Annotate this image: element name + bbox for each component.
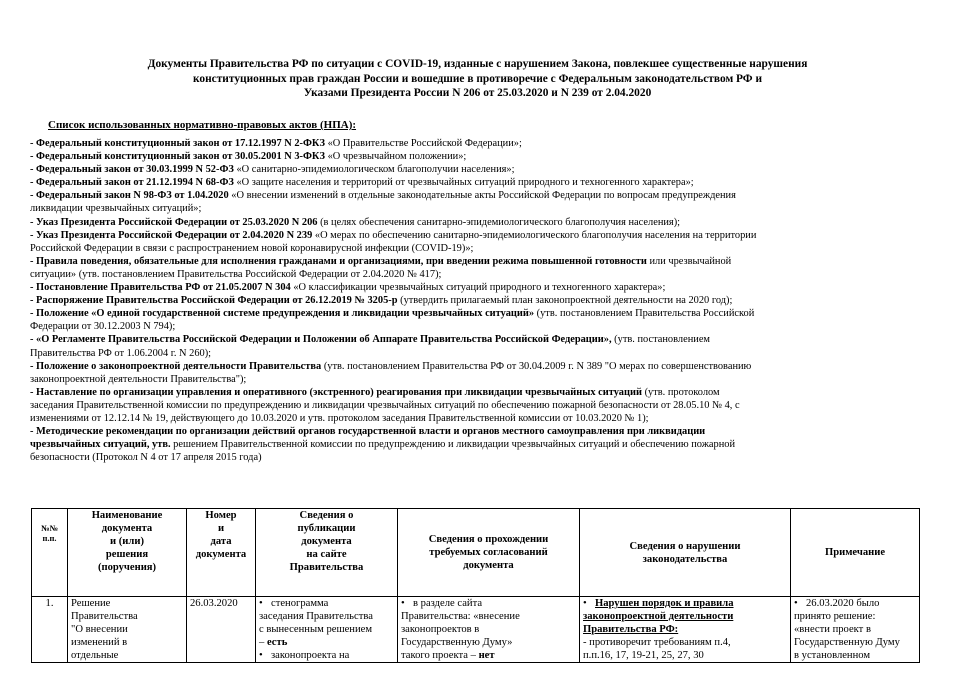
act-title: - Федеральный конституционный закон от 17.12.1997 N 2-ФКЗ: [30, 138, 328, 149]
cell-line: [401, 636, 576, 649]
act-text: решением Правительственной комиссии по предупреждению и ликвидации чрезвычайных ситуаций и обеспечению пожарной: [173, 439, 736, 451]
act-text: «О Правительстве Российской Федерации»;: [327, 138, 522, 149]
column-header-line: Сведения о: [299, 510, 354, 521]
act-text: «О чрезвычайном положении»;: [327, 151, 467, 163]
act-line: [30, 229, 900, 242]
column-header-line: дата: [210, 536, 232, 547]
act-line: [30, 189, 900, 202]
act-line: [30, 425, 900, 438]
column-header-line: Наименование: [91, 510, 163, 521]
cell-text: с вынесенным решением: [259, 624, 373, 635]
act-title: - Методические рекомендации по организации действий органов государственной власти и органов местного самоуправления при ликвидации: [30, 426, 706, 438]
act-line: [30, 451, 900, 464]
publication-cell: [256, 597, 398, 663]
documents-table: [31, 508, 920, 663]
act-line: [30, 386, 900, 399]
act-line: [30, 137, 900, 150]
column-header-line: законодательства: [642, 553, 728, 565]
cell-line: [583, 636, 787, 649]
column-header-line: и (или): [110, 536, 144, 547]
bullet-icon: •: [794, 598, 798, 609]
column-header-line: публикации: [297, 523, 356, 534]
act-line: [30, 373, 900, 386]
column-header-line: требуемых согласований: [429, 547, 548, 558]
act-title: - Федеральный конституционный закон от 30.05.2001 N 3-ФКЗ: [30, 151, 328, 163]
cell-text: принято решение:: [794, 611, 876, 622]
column-header: [187, 509, 256, 597]
cell-line: [583, 623, 787, 636]
cell-line: [259, 610, 394, 623]
act-title: - Указ Президента Российской Федерации от 25.03.2020 N 206: [30, 216, 321, 228]
violation-cell: [580, 597, 791, 663]
violation-heading: законопроектной деятельности: [583, 611, 734, 622]
act-text: (утв. постановлением Правительства РФ от 30.04.2009 г. N 389 "О мерах по совершенствованию: [323, 360, 752, 372]
cell-line: [401, 623, 576, 636]
act-title: чрезвычайных ситуаций, утв.: [30, 439, 174, 451]
act-title: - Постановление Правительства РФ от 21.05.2007 N 304: [30, 282, 294, 294]
act-text: (в целях обеспечения санитарно-эпидемиологического благополучия населения);: [320, 216, 681, 228]
column-header-line: на сайте: [306, 549, 347, 560]
column-header: [398, 509, 580, 597]
act-line: [30, 399, 900, 412]
act-text: «О санитарно-эпидемиологическом благополучии населения»;: [236, 164, 515, 176]
act-line: [30, 347, 900, 360]
act-text: (утв. постановлением: [614, 334, 711, 346]
cell-line: [794, 649, 916, 662]
title-line: Указами Президента России N 206 от 25.03.2020 и N 239 от 2.04.2020: [303, 87, 652, 99]
act-title: - Федеральный закон от 21.12.1994 N 68-ФЗ: [30, 177, 237, 189]
act-line: [30, 268, 900, 281]
act-line: [30, 438, 900, 451]
act-text: или чрезвычайной: [649, 255, 732, 267]
act-title: - Федеральный закон N 98-ФЗ от 1.04.2020: [30, 190, 232, 202]
act-title: - Положение о законопроектной деятельности Правительства: [30, 360, 324, 372]
cell-line: [259, 623, 394, 636]
act-line: [30, 150, 900, 163]
act-line: [30, 255, 900, 268]
column-header: [256, 509, 398, 597]
act-text: (утв. постановлением Правительства Российской: [536, 308, 755, 320]
column-header-line: документа: [101, 523, 153, 534]
column-header-line: документа: [301, 536, 352, 547]
act-text: ситуации» (утв. постановлением Правительства Российской Федерации от 2.04.2020 № 417);: [30, 268, 442, 280]
act-line: [30, 176, 900, 189]
cell-text: –: [259, 637, 267, 648]
doc-name-line: отдельные: [71, 650, 119, 661]
cell-line: [401, 649, 576, 662]
cell-line: [794, 610, 916, 623]
act-text: Российской Федерации в связи с распространением новой коронавирусной инфекции (COVID-19)»;: [30, 242, 474, 254]
column-header-line: Правительства: [289, 562, 364, 573]
document-title: [60, 57, 895, 101]
act-title: - Положение «О единой государственной системе предупреждения и ликвидации чрезвычайных ситуаций»: [30, 308, 537, 320]
acts-list-heading: Список использованных нормативно-правовых актов (НПА):: [48, 119, 357, 131]
act-text: Правительства РФ от 1.06.2004 г. N 260);: [30, 347, 212, 359]
act-line: [30, 333, 900, 346]
cell-text: «внести проект в: [794, 624, 871, 635]
title-line: конституционных прав граждан России и вошедшие в противоречие с Федеральным законодательством РФ и: [192, 72, 763, 85]
column-header: [791, 509, 920, 597]
table-row: [32, 597, 920, 663]
column-header: [32, 509, 68, 597]
act-line: [30, 412, 900, 425]
bullet-icon: •: [583, 598, 587, 609]
act-title: - Указ Президента Российской Федерации от 2.04.2020 N 239: [30, 229, 315, 241]
act-text: безопасности (Протокол N 4 от 17 апреля 2015 года): [30, 452, 262, 464]
bullet-icon: •: [259, 650, 263, 661]
column-header-line: решения: [105, 549, 149, 560]
doc-date-cell: 26.03.2020: [187, 597, 256, 663]
cell-line: [401, 597, 576, 610]
act-text: ликвидации чрезвычайных ситуаций»;: [30, 203, 202, 215]
cell-line: [583, 610, 787, 623]
cell-line: [583, 597, 787, 610]
doc-name-line: изменений в: [71, 637, 128, 648]
cell-line: [794, 623, 916, 636]
act-text: заседания Правительственной комиссии по предупреждению и ликвидации чрезвычайных ситуаций по обеспечению пожарной безопасности от 28.05.10 № 4, с: [30, 399, 740, 411]
violation-heading: Нарушен порядок и правила: [595, 598, 734, 609]
column-header-line: и: [217, 523, 225, 534]
cell-line: [259, 636, 394, 649]
cell-text: Государственную Думу: [794, 637, 900, 648]
act-title: - «О Регламенте Правительства Российской Федерации и Положении об Аппарате Правительства Российской Федерации»,: [30, 334, 615, 346]
cell-text: стенограмма: [271, 598, 329, 609]
act-line: [30, 320, 900, 333]
column-header-line: №№: [40, 523, 59, 533]
cell-text: законопроекта на: [271, 650, 350, 661]
doc-name-line: "О внесении: [71, 624, 128, 635]
act-text: (утвердить прилагаемый план законопроектной деятельности на 2020 год);: [400, 295, 733, 307]
cell-text: п.п.16, 17, 19-21, 25, 27, 30: [583, 650, 704, 661]
acts-list: [30, 137, 900, 464]
act-title: - Распоряжение Правительства Российской Федерации от 26.12.2019 № 3205-р: [30, 295, 401, 307]
violation-heading: Правительства РФ:: [583, 624, 679, 635]
doc-name-cell: [68, 597, 187, 663]
cell-line: [794, 597, 916, 610]
table-header-row: [32, 509, 920, 597]
act-text: законопроектной деятельности Правительства");: [30, 373, 247, 385]
act-title: - Наставление по организации управления и оперативного (экстренного) реагирования при ликвидации чрезвычайных ситуаций: [30, 386, 645, 398]
cell-text: Государственную Думу»: [401, 637, 513, 648]
cell-text: в установленном: [794, 650, 871, 661]
note-cell: [791, 597, 920, 663]
doc-name-line: Решение: [71, 598, 111, 609]
act-title: - Правила поведения, обязательные для исполнения гражданами и организациями, при введении режима повышенной готовности: [30, 255, 650, 267]
act-text: (утв. протоколом: [644, 386, 720, 398]
column-header-line: документа: [463, 560, 514, 571]
act-text: Федерации от 30.12.2003 N 794);: [30, 321, 176, 333]
title-line: Документы Правительства РФ по ситуации с COVID-19, изданные с нарушением Закона, повлекшее существенные нарушения: [147, 58, 808, 70]
act-line: [30, 202, 900, 215]
column-header-line: Сведения о нарушении: [629, 540, 741, 552]
cell-text: 26.03.2020 было: [806, 598, 880, 609]
act-line: [30, 242, 900, 255]
cell-text: законопроектов в: [401, 624, 480, 635]
column-header: [68, 509, 187, 597]
act-line: [30, 294, 900, 307]
act-text: «О защите населения и территорий от чрезвычайных ситуаций природного и техногенного характера»;: [236, 177, 694, 189]
act-line: [30, 281, 900, 294]
bullet-icon: •: [259, 598, 263, 609]
column-header-line: Номер: [205, 510, 237, 521]
cell-line: [259, 649, 394, 662]
act-title: - Федеральный закон от 30.03.1999 N 52-ФЗ: [30, 164, 237, 176]
cell-line: [259, 597, 394, 610]
act-text: «О мерах по обеспечению санитарно-эпидемиологического благополучия населения на территории: [314, 229, 757, 241]
column-header: [580, 509, 791, 597]
cell-text: - противоречит требованиям п.4,: [583, 637, 731, 648]
cell-text: заседания Правительства: [259, 611, 373, 622]
cell-text: такого проекта –: [401, 650, 479, 661]
bullet-icon: •: [401, 598, 405, 609]
cell-text: нет: [478, 650, 495, 661]
row-number: 1.: [32, 597, 68, 663]
column-header-line: документа: [195, 549, 247, 560]
column-header-line: п.п.: [42, 533, 57, 543]
column-header-line: Сведения о прохождении: [428, 534, 549, 545]
cell-line: [401, 610, 576, 623]
cell-text: в разделе сайта: [413, 598, 483, 609]
cell-line: [794, 636, 916, 649]
act-text: «О классификации чрезвычайных ситуаций природного и техногенного характера»;: [293, 282, 666, 294]
cell-text: Правительства: «внесение: [401, 611, 520, 622]
column-header-line: (поручения): [97, 562, 157, 573]
doc-name-line: Правительства: [71, 611, 138, 622]
act-line: [30, 307, 900, 320]
agreement-cell: [398, 597, 580, 663]
act-text: изменениями от 12.12.14 № 19, действующего до 10.03.2020 и утв. протоколом заседания Правительственной комиссии от 10.03.2020 № 1);: [30, 412, 649, 424]
cell-line: [583, 649, 787, 662]
act-line: [30, 216, 900, 229]
column-header-line: Примечание: [824, 547, 886, 558]
act-line: [30, 360, 900, 373]
act-line: [30, 163, 900, 176]
cell-text: есть: [266, 637, 288, 648]
act-text: «О внесении изменений в отдельные законодательные акты Российской Федерации по вопросам предупреждения: [231, 190, 736, 202]
